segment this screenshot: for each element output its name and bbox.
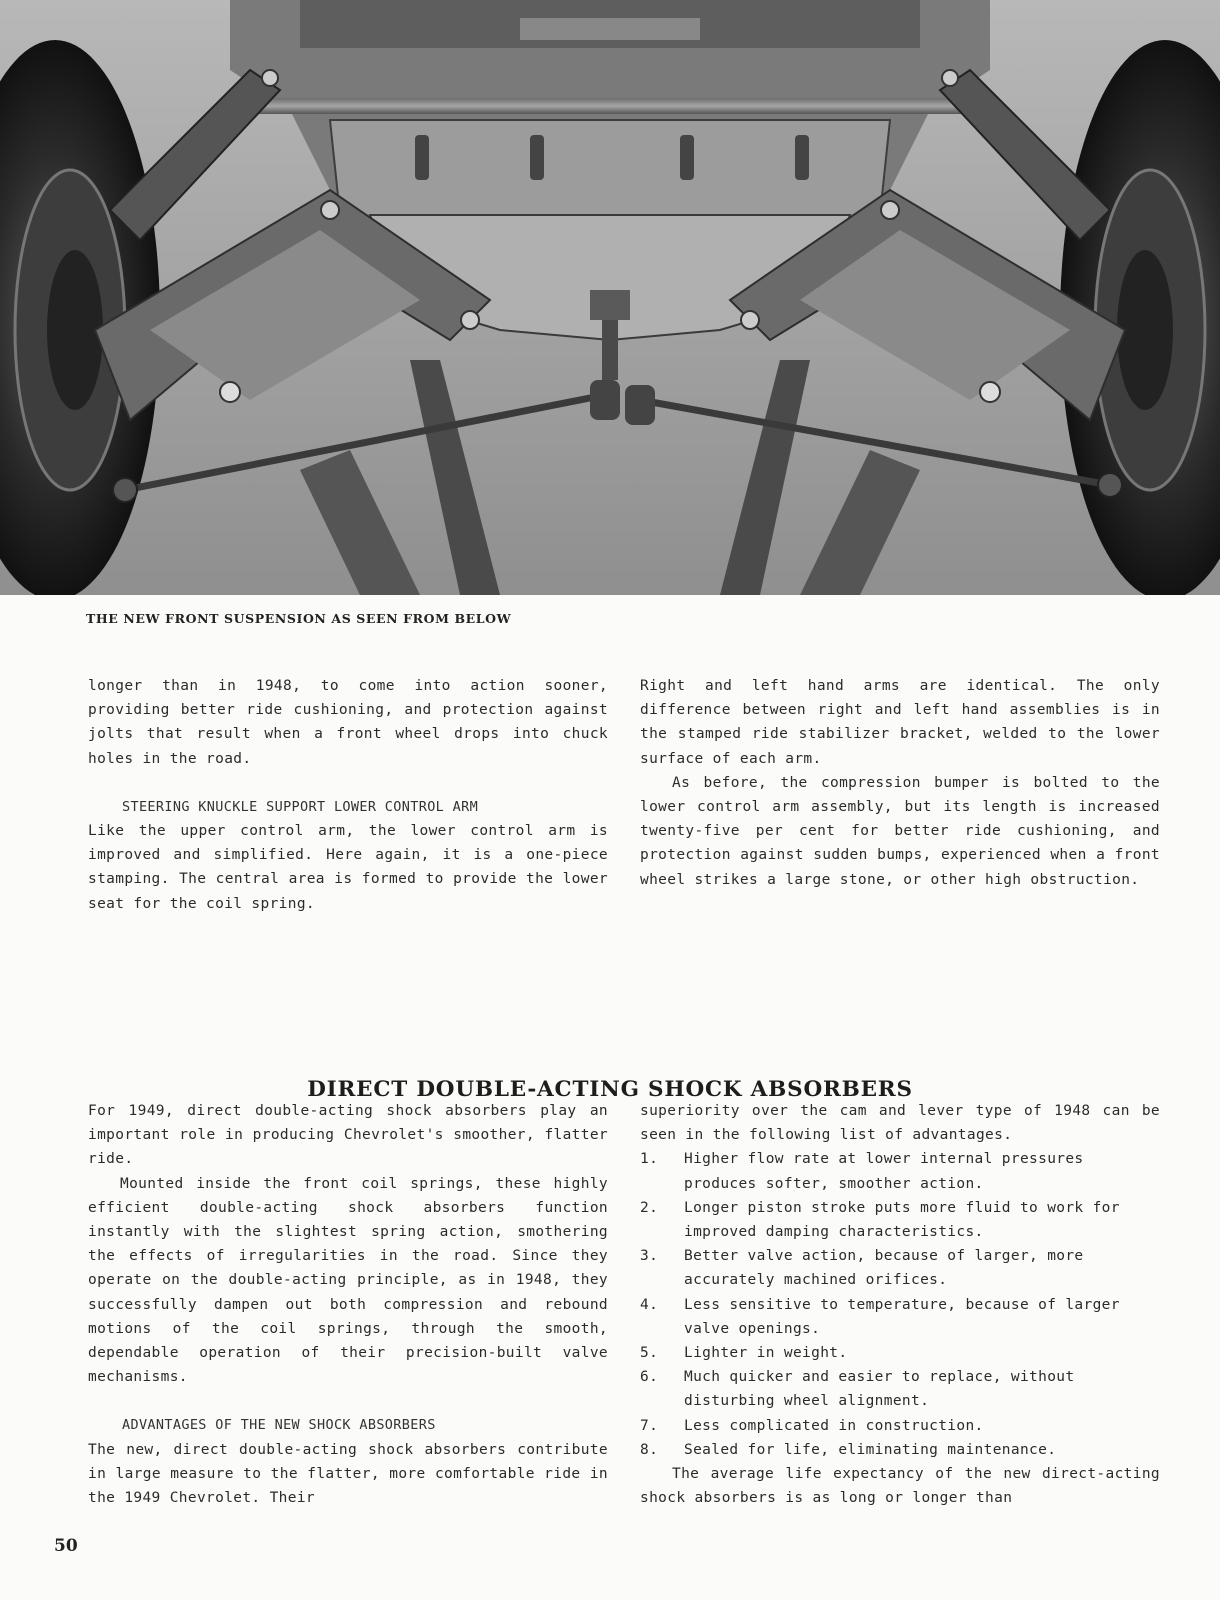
advantage-number: 7.: [640, 1417, 659, 1434]
advantage-text: Higher flow rate at lower internal pressures produces softer, smoother action.: [684, 1151, 1084, 1192]
advantage-number: 4.: [640, 1296, 659, 1313]
advantage-text: Longer piston stroke puts more fluid to work for improved damping characteristics.: [684, 1199, 1120, 1241]
body-paragraph: Mounted inside the front coil springs, these highly efficient double-acting shock absorbers function instantly with the slightest spring action, smothering the effects of irregularities in the road. Since they operate on the double-acting principle, as in 1948, they successfully dampen out both compression and rebound motions of the coil springs, through the smooth, dependable operation of their precision-built valve mechanisms.: [88, 1175, 608, 1386]
body-paragraph: Like the upper control arm, the lower control arm is improved and simplified. Here again, it is a one-piece stamping. The central area is formed to provide the lower seat for the coil spring.: [88, 823, 608, 912]
advantage-item: [640, 1293, 1160, 1341]
subheading: STEERING KNUCKLE SUPPORT LOWER CONTROL ARM: [122, 798, 479, 815]
advantage-item: [640, 1147, 1160, 1195]
section1-right-column: [640, 674, 1160, 892]
advantage-text: Lighter in weight.: [684, 1345, 848, 1362]
advantage-item: [640, 1244, 1160, 1292]
page-number: 50: [54, 1536, 78, 1556]
section2-right-column: [640, 1099, 1160, 1510]
advantage-text: Less complicated in construction.: [684, 1417, 984, 1434]
advantage-item: [640, 1414, 1160, 1438]
advantage-item: [640, 1196, 1160, 1244]
advantage-item: [640, 1341, 1160, 1365]
subheading: ADVANTAGES OF THE NEW SHOCK ABSORBERS: [122, 1417, 436, 1434]
advantage-number: 1.: [640, 1151, 659, 1168]
section2-left-column: [88, 1099, 608, 1510]
advantage-number: 5.: [640, 1345, 659, 1362]
advantage-number: 6.: [640, 1369, 659, 1386]
body-paragraph: Right and left hand arms are identical. The only difference between right and left hand assemblies is in the stamped ride stabilizer bracket, welded to the lower surface of each arm.: [640, 678, 1160, 767]
advantage-text: Less sensitive to temperature, because of larger valve openings.: [684, 1296, 1120, 1337]
body-paragraph: The average life expectancy of the new direct-acting shock absorbers is as long or longer than: [640, 1466, 1160, 1507]
section-heading: DIRECT DOUBLE-ACTING SHOCK ABSORBERS: [307, 1077, 913, 1102]
advantage-item: [640, 1438, 1160, 1462]
body-paragraph: superiority over the cam and lever type of 1948 can be seen in the following list of advantages.: [640, 1103, 1160, 1144]
advantage-number: 3.: [640, 1248, 659, 1265]
body-paragraph: For 1949, direct double-acting shock absorbers play an important role in producing Chevrolet's smoother, flatter ride.: [88, 1103, 608, 1168]
body-paragraph: As before, the compression bumper is bolted to the lower control arm assembly, but its length is increased twenty-five per cent for better ride cushioning, and protection against sudden bumps, experienced when a front wheel strikes a large stone, or other high obstruction.: [640, 774, 1160, 888]
advantage-text: Sealed for life, eliminating maintenance.: [684, 1441, 1057, 1458]
suspension-photo: [0, 0, 1220, 595]
suspension-illustration: [0, 0, 1220, 595]
photo-caption: THE NEW FRONT SUSPENSION AS SEEN FROM BELOW: [86, 611, 512, 626]
advantage-item: [640, 1365, 1160, 1413]
advantage-number: 8.: [640, 1441, 659, 1458]
advantage-text: Much quicker and easier to replace, without disturbing wheel alignment.: [684, 1369, 1075, 1410]
section1-left-column: [88, 674, 608, 916]
advantage-text: Better valve action, because of larger, more accurately machined orifices.: [684, 1248, 1084, 1289]
body-paragraph: longer than in 1948, to come into action sooner, providing better ride cushioning, and protection against jolts that result when a front wheel drops into chuck holes in the road.: [88, 678, 608, 767]
body-paragraph: The new, direct double-acting shock absorbers contribute in large measure to the flatter, more comfortable ride in the 1949 Chevrolet. Their: [88, 1441, 608, 1507]
advantage-number: 2.: [640, 1199, 659, 1216]
